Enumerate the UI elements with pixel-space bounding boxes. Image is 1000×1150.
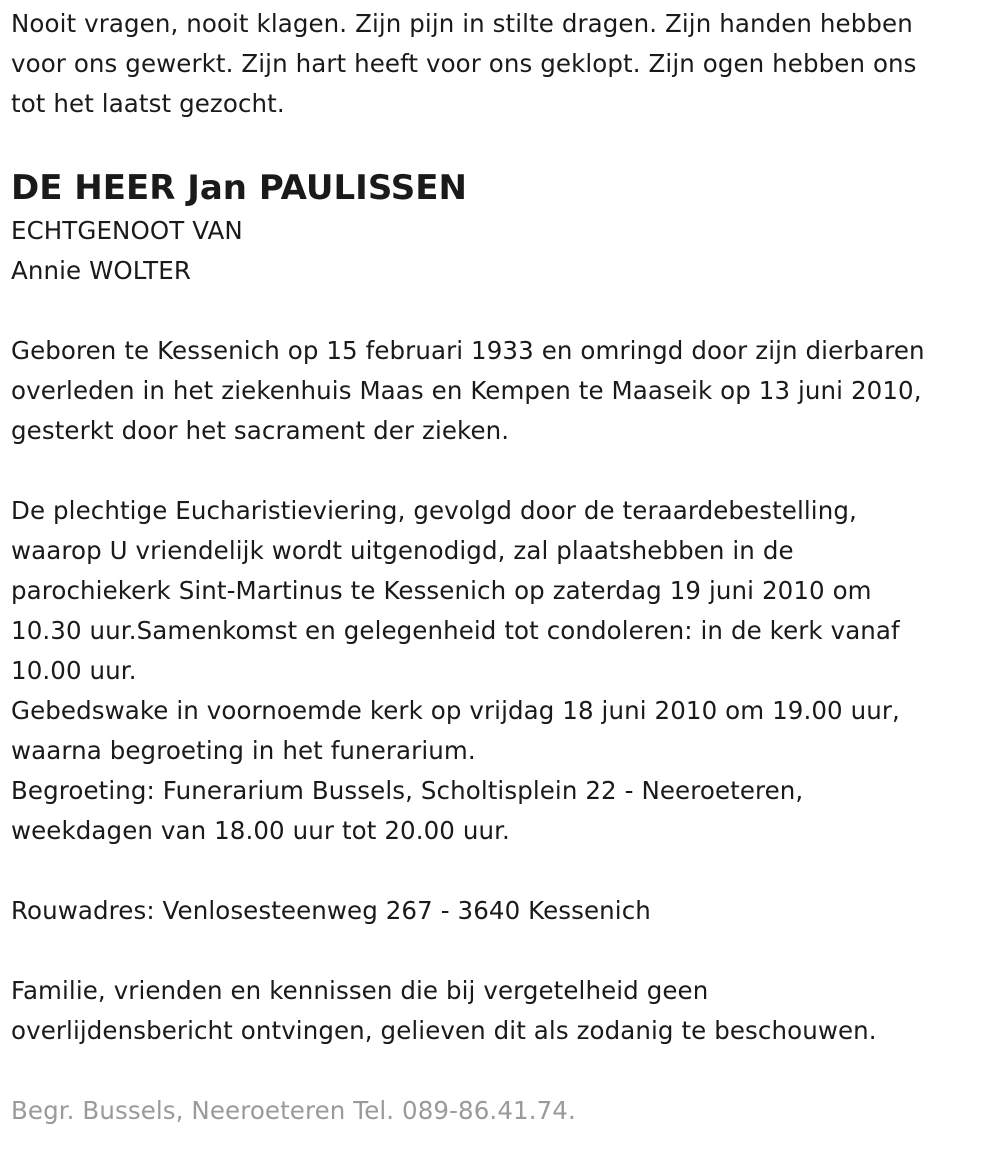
poem: [11, 4, 1000, 124]
paragraph-line: 10.00 uur.: [11, 656, 137, 685]
birth-death-paragraph: [11, 331, 1000, 451]
poem-line: Nooit vragen, nooit klagen. Zijn pijn in stilte dragen. Zijn handen hebben: [11, 9, 913, 38]
paragraph-line: Familie, vrienden en kennissen die bij vergetelheid geen: [11, 976, 709, 1005]
family-notice: [11, 971, 1000, 1051]
spacer: [11, 451, 1000, 491]
spacer: [11, 291, 1000, 331]
poem-line: tot het laatst gezocht.: [11, 89, 285, 118]
paragraph-line: overlijdensbericht ontvingen, gelieven dit als zodanig te beschouwen.: [11, 1016, 877, 1045]
paragraph-line: Begroeting: Funerarium Bussels, Scholtisplein 22 - Neeroeteren,: [11, 776, 804, 805]
funeral-home-footer: Begr. Bussels, Neeroeteren Tel. 089-86.41.74.: [11, 1096, 576, 1125]
mourning-address: Rouwadres: Venlosesteenweg 267 - 3640 Kessenich: [11, 896, 651, 925]
spouse-name: Annie WOLTER: [11, 256, 191, 285]
paragraph-line: Gebedswake in voornoemde kerk op vrijdag 18 juni 2010 om 19.00 uur,: [11, 696, 900, 725]
paragraph-line: waarna begroeting in het funerarium.: [11, 736, 476, 765]
spacer: [11, 851, 1000, 891]
poem-line: voor ons gewerkt. Zijn hart heeft voor ons geklopt. Zijn ogen hebben ons: [11, 49, 917, 78]
spacer: [11, 931, 1000, 971]
paragraph-line: 10.30 uur.Samenkomst en gelegenheid tot condoleren: in de kerk vanaf: [11, 616, 900, 645]
paragraph-line: De plechtige Eucharistieviering, gevolgd door de teraardebestelling,: [11, 496, 857, 525]
paragraph-line: waarop U vriendelijk wordt uitgenodigd, zal plaatshebben in de: [11, 536, 794, 565]
ceremony-paragraph: [11, 491, 1000, 851]
relation-label: ECHTGENOOT VAN: [11, 216, 243, 245]
paragraph-line: gesterkt door het sacrament der zieken.: [11, 416, 510, 445]
paragraph-line: Geboren te Kessenich op 15 februari 1933 en omringd door zijn dierbaren: [11, 336, 925, 365]
paragraph-line: overleden in het ziekenhuis Maas en Kempen te Maaseik op 13 juni 2010,: [11, 376, 922, 405]
paragraph-line: weekdagen van 18.00 uur tot 20.00 uur.: [11, 816, 510, 845]
deceased-name: DE HEER Jan PAULISSEN: [11, 168, 467, 208]
paragraph-line: parochiekerk Sint-Martinus te Kessenich op zaterdag 19 juni 2010 om: [11, 576, 872, 605]
spacer: [11, 1051, 1000, 1091]
